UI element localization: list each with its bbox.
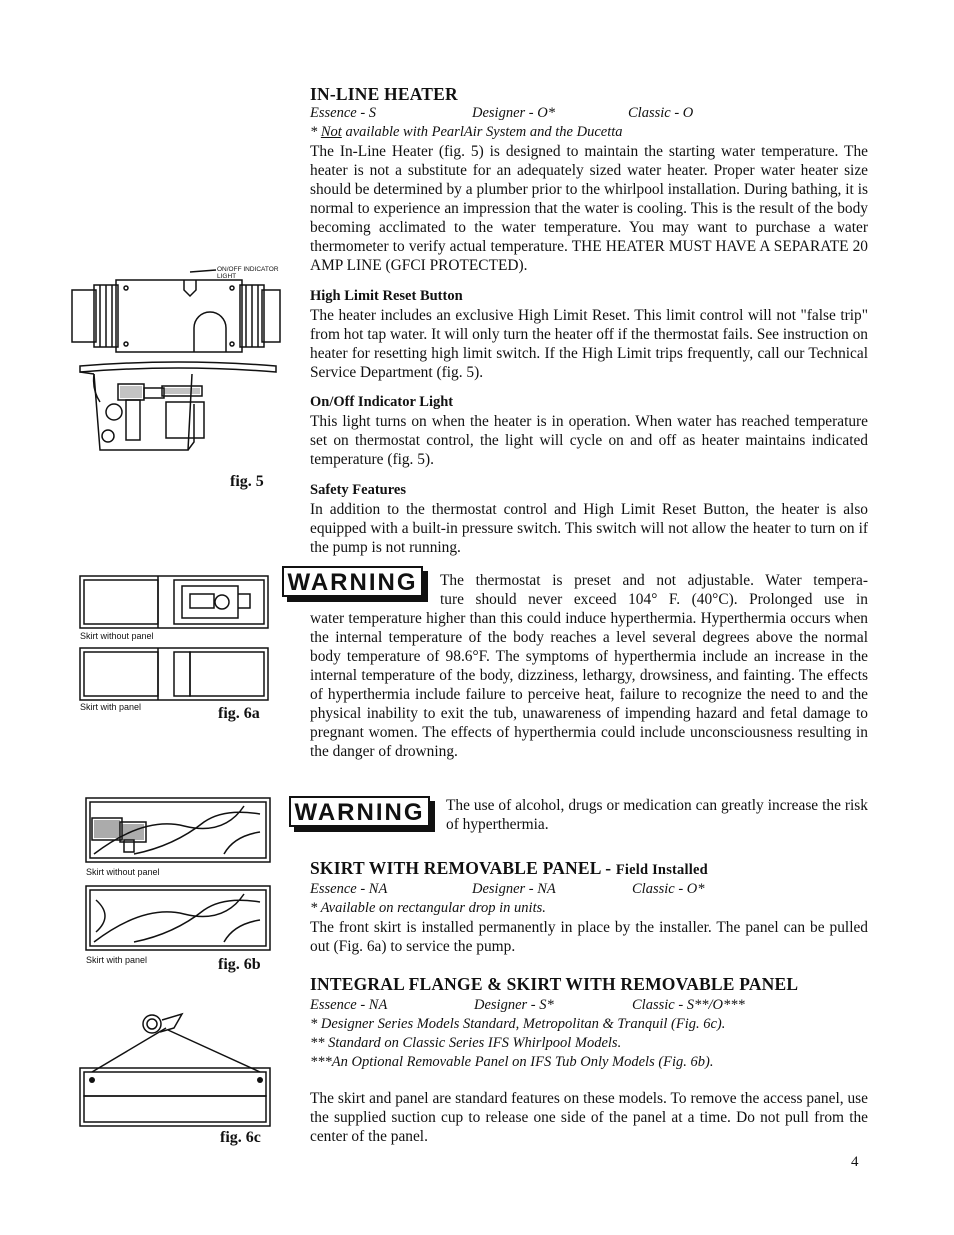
fig6c-label: fig. 6c: [220, 1129, 261, 1146]
fig6c-drawing: [78, 1010, 272, 1130]
avail-classic: Classic - O*: [632, 881, 705, 897]
heater-heading: IN-LINE HEATER: [310, 84, 458, 104]
indicator-heading: On/Off Indicator Light: [310, 394, 454, 410]
skirt-body: The front skirt is installed permanently in place by the installer. The panel can be pulled out (Fig. 6a) to service the pump.: [310, 919, 868, 955]
warning-label-1: WARNING: [287, 569, 418, 596]
avail-designer: Designer - O*: [472, 105, 555, 121]
fig6a-caption-1: Skirt without panel: [80, 631, 154, 641]
fig6b-label: fig. 6b: [218, 956, 261, 973]
heater-availability: [310, 104, 870, 123]
warning-badge-1: [282, 566, 430, 604]
fig6a-label: fig. 6a: [218, 705, 260, 722]
flange-heading: INTEGRAL FLANGE & SKIRT WITH REMOVABLE PANEL: [310, 974, 799, 994]
avail-designer: Designer - S*: [474, 997, 554, 1013]
warning-badge-2: [289, 796, 437, 834]
page-number: 4: [851, 1154, 859, 1170]
fig6b-caption-2: Skirt with panel: [86, 955, 148, 965]
fig5-label: fig. 5: [230, 473, 264, 490]
skirt-heading-main: SKIRT WITH REMOVABLE PANEL -: [310, 858, 616, 878]
avail-classic: Classic - S**/O***: [632, 997, 745, 1013]
flange-body: The skirt and panel are standard features on these models. To remove the access panel, use the supplied suction cup to release one side of the panel at a time. Do not pull from the center of the panel.: [310, 1090, 868, 1145]
indicator-body: This light turns on when the heater is in operation. When water has reached temperature set on thermostat control, the light will cycle on and off as heater maintains indicated temperature (fig. 5).: [310, 413, 868, 468]
skirt-availability: [310, 880, 870, 899]
flange-note-3: ***An Optional Removable Panel on IFS Tub Only Models (Fig. 6b).: [310, 1054, 714, 1070]
flange-availability: [310, 996, 870, 1015]
flange-note-1: * Designer Series Models Standard, Metropolitan & Tranquil (Fig. 6c).: [310, 1016, 726, 1032]
warning1-line1: The thermostat is preset and not adjustable. Water tempera-: [440, 572, 868, 589]
fig5-callout-line2: LIGHT: [217, 273, 237, 280]
fig6b-caption-1: Skirt without panel: [86, 867, 160, 877]
fig5-callout-line1: ON/OFF INDICATOR: [217, 266, 279, 273]
fig6a-caption-2: Skirt with panel: [80, 702, 142, 712]
note-prefix: *: [310, 124, 321, 140]
flange-note-2: ** Standard on Classic Series IFS Whirlpool Models.: [310, 1035, 622, 1051]
avail-classic: Classic - O: [628, 105, 694, 121]
fig5-heater-drawing: [66, 262, 292, 462]
warning2-body: The use of alcohol, drugs or medication can greatly increase the risk of hyperthermia.: [446, 797, 868, 833]
avail-designer: Designer - NA: [472, 881, 556, 897]
reset-body: The heater includes an exclusive High Limit Reset. This limit control will not "false trip" from hot tap water. It will only turn the heater off if the thermostat fails. See instruction on heater for resetting high limit switch. If the High Limit trips frequently, call our Technical Service Department (fig. 5).: [310, 307, 868, 381]
warning1-body: water temperature higher than this could induce hyperthermia. Hyperthermia occurs when the internal temperature of the body reaches a level several degrees above the normal body temperature of 98.6°F. The symptoms of hyperthermia include an increase in the internal temperature of the body, dizziness, lethargy, drowsiness, and fainting. The effects of hyperthermia include failure to perceive heat, failure to recognize the need to and the physical inability to exit the tub, unawareness of impending hazard and fetal damage to pregnant women. The effects of hyperthermia could include unconsciousness resulting in the danger of drowning.: [310, 610, 868, 760]
safety-heading: Safety Features: [310, 482, 406, 498]
heater-body: The In-Line Heater (fig. 5) is designed to maintain the starting water temperature. The heater is not a substitute for an adequately sized water heater. Proper water heater size should be determined by a plumber prior to the whirlpool installation. During bathing, it is normal to experience an impression that the water is cooling. This is the result of the body becoming acclimated to the water temperature. You may want to purchase a water thermometer to verify actual temperature. THE HEATER MUST HAVE A SEPARATE 20 AMP LINE (GFCI PROTECTED).: [310, 143, 868, 274]
skirt-heading-small: Field Installed: [615, 862, 708, 878]
heater-note: [310, 123, 623, 142]
avail-essence: Essence - S: [310, 105, 377, 121]
skirt-heading: [310, 858, 708, 879]
warning1-line2: ture should never exceed 104° F. (40°C). Prolonged use in: [440, 591, 868, 608]
fig5-callout: [217, 266, 279, 280]
reset-heading: High Limit Reset Button: [310, 288, 463, 304]
note-rest: available with PearlAir System and the Ducetta: [341, 124, 623, 140]
skirt-note: * Available on rectangular drop in units.: [310, 900, 546, 916]
avail-essence: Essence - NA: [310, 881, 388, 897]
warning-label-2: WARNING: [294, 799, 425, 826]
avail-essence: Essence - NA: [310, 997, 388, 1013]
safety-body: In addition to the thermostat control and High Limit Reset Button, the heater is also equipped with a built-in pressure switch. This switch will not allow the heater to turn on if the pump is not running.: [310, 501, 868, 556]
note-not: Not: [320, 124, 342, 140]
